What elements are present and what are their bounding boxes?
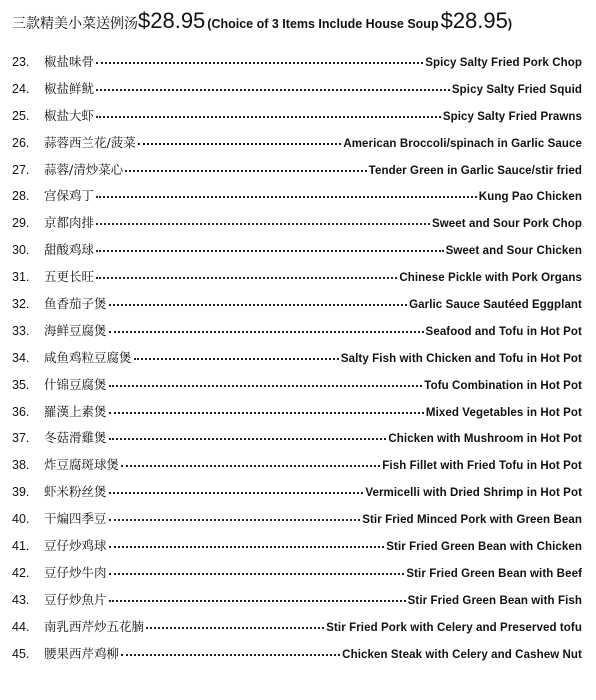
menu-item — [12, 160, 582, 187]
item-number: 23. — [12, 55, 30, 69]
dot-leader — [121, 654, 340, 656]
item-english-name: Salty Fish with Chicken and Tofu in Hot Pot — [340, 352, 582, 365]
menu-item — [12, 375, 582, 402]
menu-item — [12, 590, 582, 617]
item-english-name: Garlic Sauce Sautéed Eggplant — [409, 299, 582, 312]
item-chinese-name: 豆仔炒鸡球 — [44, 538, 107, 554]
menu-item — [12, 644, 582, 671]
item-number: 34. — [12, 350, 30, 365]
item-english-name: Seafood and Tofu in Hot Pot — [425, 325, 582, 338]
dot-leader — [96, 89, 450, 91]
item-english-name: Tender Green in Garlic Sauce/stir fried — [368, 164, 582, 177]
menu-header — [12, 8, 582, 40]
dot-leader — [109, 412, 424, 414]
menu-item — [12, 106, 582, 133]
item-chinese-name: 五更长旺 — [44, 269, 95, 285]
item-chinese-name: 虾米粉丝煲 — [44, 484, 107, 500]
item-english-name: Kung Pao Chicken — [478, 191, 582, 204]
item-chinese-name: 咸鱼鸡粒豆腐煲 — [44, 349, 132, 365]
item-number: 27. — [12, 162, 30, 177]
menu-item — [12, 186, 582, 213]
item-english-name: Stir Fried Green Bean with Chicken — [386, 541, 582, 554]
menu-item — [12, 294, 582, 321]
item-chinese-name: 腰果西芹鸡柳 — [44, 645, 120, 661]
item-number: 42. — [12, 565, 30, 580]
header-price: $28.95 — [138, 8, 206, 33]
menu-item — [12, 428, 582, 455]
header-chinese-title: 三款精美小菜送例汤 — [12, 16, 138, 32]
item-english-name: Vermicelli with Dried Shrimp in Hot Pot — [365, 487, 582, 500]
item-number: 40. — [12, 512, 30, 527]
dot-leader — [138, 143, 342, 145]
item-english-name: American Broccoli/spinach in Garlic Sauce — [343, 137, 582, 150]
menu-item — [12, 133, 582, 160]
item-number: 30. — [12, 243, 30, 258]
menu-item — [12, 563, 582, 590]
item-number: 35. — [12, 377, 30, 392]
header-close-paren: ) — [507, 17, 513, 31]
item-chinese-name: 椒盐鲜鱿 — [44, 80, 95, 96]
dot-leader — [109, 492, 364, 494]
item-chinese-name: 鱼香茄子煲 — [44, 296, 107, 312]
menu-item — [12, 482, 582, 509]
dot-leader — [109, 385, 423, 387]
menu-item — [12, 240, 582, 267]
menu-item — [12, 509, 582, 536]
dot-leader — [96, 250, 444, 252]
item-english-name: Spicy Salty Fried Squid — [451, 83, 582, 96]
item-english-name: Sweet and Sour Chicken — [445, 245, 582, 258]
item-number: 38. — [12, 458, 30, 473]
dot-leader — [109, 600, 406, 602]
menu-item — [12, 617, 582, 644]
item-chinese-name: 宫保鸡丁 — [44, 188, 95, 204]
menu-item — [12, 267, 582, 294]
item-number: 33. — [12, 323, 30, 338]
item-number: 39. — [12, 485, 30, 500]
item-english-name: Spicy Salty Fried Prawns — [442, 110, 582, 123]
item-number: 45. — [12, 646, 30, 661]
dot-leader — [109, 546, 385, 548]
dot-leader — [109, 573, 405, 575]
item-chinese-name: 什锦豆腐煲 — [44, 376, 107, 392]
item-number: 29. — [12, 216, 30, 231]
menu-item — [12, 348, 582, 375]
item-english-name: Chicken Steak with Celery and Cashew Nut — [342, 648, 582, 661]
item-chinese-name: 甜酸鸡球 — [44, 242, 95, 258]
dot-leader — [109, 304, 408, 306]
menu-item — [12, 455, 582, 482]
dot-leader — [96, 116, 441, 118]
item-chinese-name: 海鲜豆腐煲 — [44, 322, 107, 338]
dot-leader — [109, 438, 387, 440]
item-chinese-name: 豆仔炒牛肉 — [44, 564, 107, 580]
item-chinese-name: 羅漢上素煲 — [44, 403, 107, 419]
item-chinese-name: 豆仔炒魚片 — [44, 591, 107, 607]
item-number: 28. — [12, 189, 30, 204]
item-english-name: Stir Fried Minced Pork with Green Bean — [362, 514, 582, 527]
dot-leader — [134, 358, 339, 360]
dot-leader — [96, 277, 397, 279]
item-english-name: Chinese Pickle with Pork Organs — [399, 272, 582, 285]
item-chinese-name: 椒盐大虾 — [44, 107, 95, 123]
item-number: 26. — [12, 135, 30, 150]
item-chinese-name: 炸豆腐斑球煲 — [44, 457, 120, 473]
dot-leader — [96, 62, 423, 64]
dot-leader — [109, 331, 424, 333]
item-number: 43. — [12, 592, 30, 607]
menu-item — [12, 79, 582, 106]
menu-item — [12, 213, 582, 240]
item-number: 32. — [12, 297, 30, 312]
item-number: 41. — [12, 539, 30, 554]
item-english-name: Stir Fried Green Bean with Fish — [407, 594, 582, 607]
dot-leader — [125, 170, 366, 172]
dot-leader — [96, 196, 477, 198]
item-english-name: Stir Fried Green Bean with Beef — [406, 567, 582, 580]
item-chinese-name: 蒜蓉/清炒菜心 — [44, 161, 124, 177]
item-english-name: Stir Fried Pork with Celery and Preserved tofu — [326, 621, 582, 634]
item-number: 31. — [12, 270, 30, 285]
item-number: 44. — [12, 619, 30, 634]
menu-item — [12, 52, 582, 79]
dot-leader — [146, 627, 324, 629]
item-chinese-name: 干煸四季豆 — [44, 511, 107, 527]
item-english-name: Chicken with Mushroom in Hot Pot — [388, 433, 582, 446]
item-english-name: Sweet and Sour Pork Chop — [431, 218, 582, 231]
item-chinese-name: 京都肉排 — [44, 215, 95, 231]
dot-leader — [96, 223, 430, 225]
item-english-name: Spicy Salty Fried Pork Chop — [425, 57, 582, 69]
item-number: 25. — [12, 108, 30, 123]
item-english-name: Mixed Vegetables in Hot Pot — [425, 406, 582, 419]
item-chinese-name: 南乳西芹炒五花腩 — [44, 618, 145, 634]
dot-leader — [121, 465, 380, 467]
item-chinese-name: 椒盐味骨 — [44, 54, 95, 69]
item-number: 36. — [12, 404, 30, 419]
menu-item — [12, 402, 582, 429]
item-number: 24. — [12, 81, 30, 96]
item-chinese-name: 蒜蓉西兰花/菠菜 — [44, 134, 136, 150]
menu-item — [12, 536, 582, 563]
menu-list — [12, 52, 582, 670]
dot-leader — [109, 519, 361, 521]
item-english-name: Tofu Combination in Hot Pot — [424, 379, 582, 392]
item-chinese-name: 冬菇滑雞煲 — [44, 430, 107, 446]
header-price-english: $28.95 — [440, 8, 508, 33]
item-english-name: Fish Fillet with Fried Tofu in Hot Pot — [382, 460, 582, 473]
menu-item — [12, 321, 582, 348]
item-number: 37. — [12, 431, 30, 446]
header-english-title: (Choice of 3 Items Include House Soup — [207, 17, 439, 31]
